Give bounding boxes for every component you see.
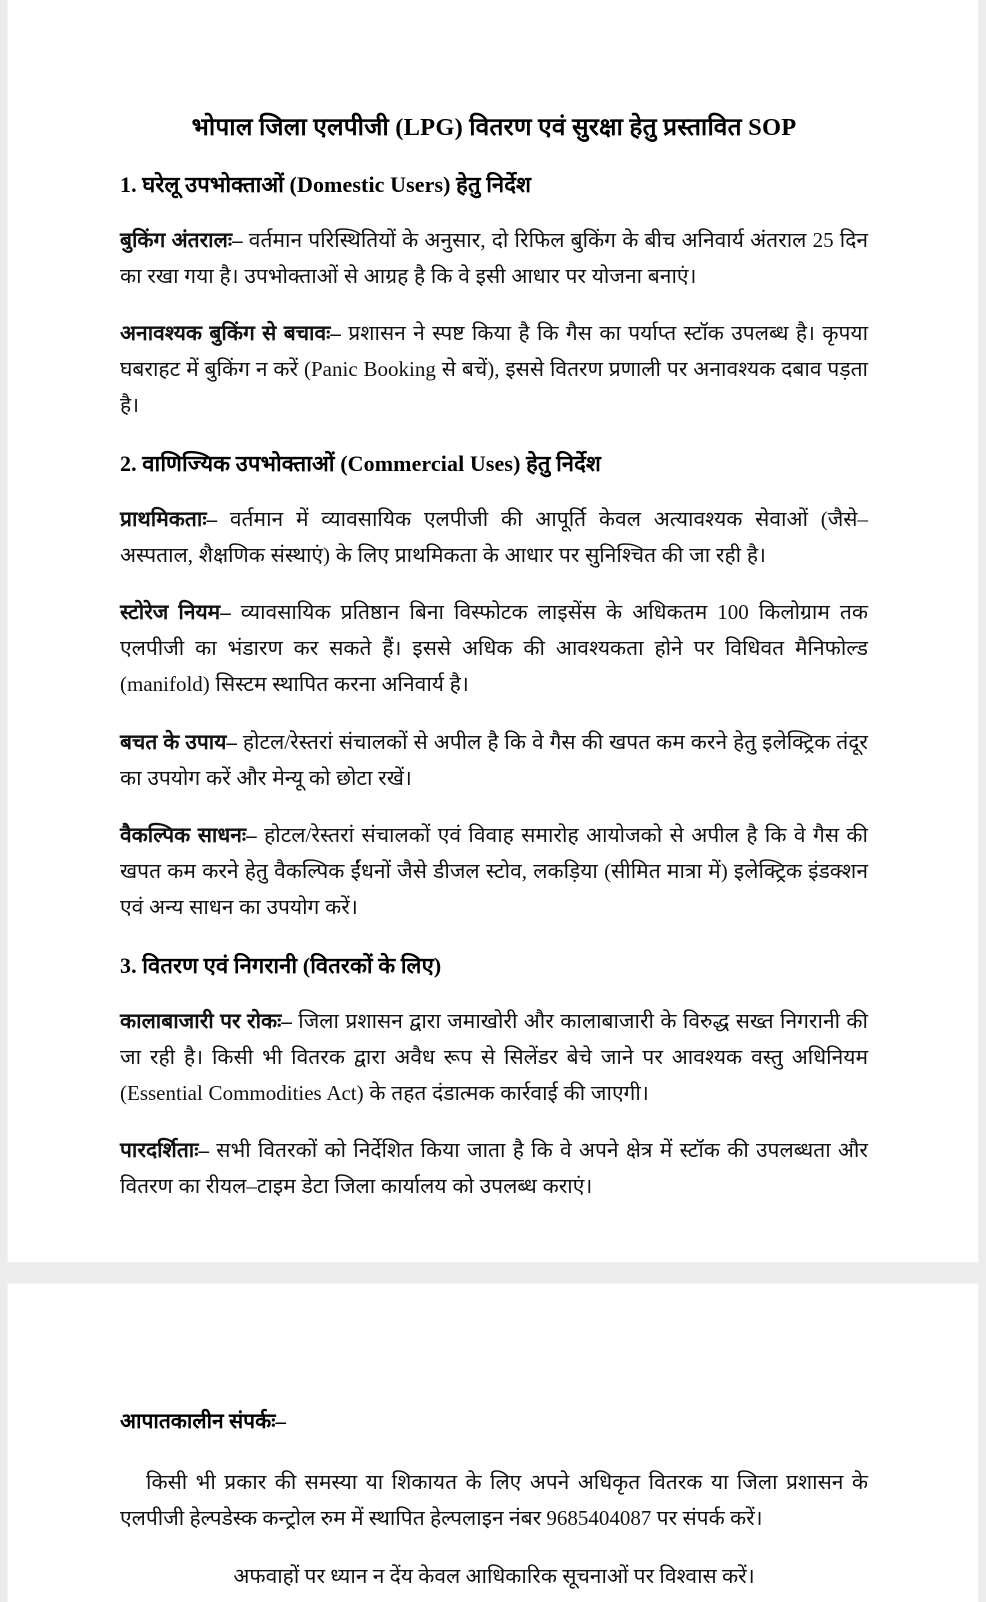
paragraph-lead-saving-measures: बचत के उपाय– [120, 729, 237, 754]
paragraph-lead-black-marketing-ban: कालाबाजारी पर रोकः– [120, 1008, 292, 1033]
document-page-2 [8, 1284, 978, 1602]
section-heading-3: 3. वितरण एवं निगरानी (वितरकों के लिए) [120, 953, 442, 979]
paragraph-body-storage-rules: व्यावसायिक प्रतिष्ठान बिना विस्फोटक लाइसेंस के अधिकतम 100 किलोग्राम तक एलपीजी का भंडारण कर सकते हैं। इससे अधिक की आवश्यकता होने पर विधिवत मैनिफोल्ड (manifold) सिस्टम स्थापित करना अनिवार्य है। [120, 600, 868, 697]
paragraph-body-avoid-panic-booking: प्रशासन ने स्पष्ट किया है कि गैस का पर्याप्त स्टॉक उपलब्ध है। कृपया घबराहट में बुकिंग न करें (Panic Booking से बचें), इससे वितरण प्रणाली पर अनावश्यक दबाव पड़ता है। [120, 320, 869, 418]
paragraph-avoid-panic-booking [120, 294, 868, 423]
paragraph-lead-avoid-panic-booking: अनावश्यक बुकिंग से बचावः– [120, 320, 341, 345]
emergency-contact-heading: आपातकालीन संपर्कः– [120, 1409, 286, 1433]
page-1-content [8, 0, 978, 1204]
paragraph-body-black-marketing-ban: जिला प्रशासन द्वारा जमाखोरी और कालाबाजारी के विरुद्ध सख्त निगरानी की जा रही है। किसी भी वितरक द्वारा अवैध रूप से सिलेंडर बेचे जाने पर आवश्यक वस्तु अधिनियम (Essential Commodities Act) के तहत दंडात्मक कार्रवाई की जाएगी। [120, 1008, 868, 1106]
paragraph-body-alternative-means: होटल/रेस्तरां संचालकों एवं विवाह समारोह आयोजको से अपील है कि वे गैस की खपत कम करने हेतु वैकल्पिक ईंधनों जैसे डीजल स्टोव, लकड़िया (सीमित मात्रा में) इलेक्ट्रिक इंडक्शन एवं अन्य साधन का उपयोग करें। [120, 822, 869, 919]
paragraph-storage-rules [120, 573, 868, 702]
document-title: भोपाल जिला एलपीजी (LPG) वितरण एवं सुरक्षा हेतु प्रस्तावित SOP [191, 114, 797, 141]
section-heading-2: 2. वाणिज्यिक उपभोक्ताओं (Commercial Uses) हेतु निर्देश [120, 451, 601, 477]
paragraph-black-marketing-ban [120, 982, 868, 1111]
document-page-1 [8, 0, 978, 1262]
section-heading-1: 1. घरेलू उपभोक्ताओं (Domestic Users) हेतु निर्देश [120, 171, 532, 197]
page-separator [0, 1262, 986, 1284]
paragraph-body-priority: वर्तमान में व्यावसायिक एलपीजी की आपूर्ति केवल अत्यावश्यक सेवाओं (जैसे– अस्पताल, शैक्षणिक संस्थाएं) के लिए प्राथमिकता के आधार पर सुनिश्चित की जा रही है। [120, 506, 868, 568]
paragraph-lead-priority: प्राथमिकताः– [120, 506, 218, 531]
emergency-contact-paragraph: किसी भी प्रकार की समस्या या शिकायत के लिए अपने अधिकृत वितरक या जिला प्रशासन के एलपीजी हेल्पडेस्क कन्ट्रोल रुम में स्थापित हेल्पलाइन नंबर 9685404087 पर संपर्क करें। [120, 1469, 868, 1530]
paragraph-lead-booking-interval: बुकिंग अंतरालः– [120, 227, 243, 252]
emergency-rumour-note: अफवाहों पर ध्यान न देंय केवल आधिकारिक सूचनाओं पर विश्वास करें। [233, 1563, 755, 1588]
paragraph-alternative-means [120, 796, 868, 925]
paragraph-lead-storage-rules: स्टोरेज नियम– [120, 600, 231, 625]
paragraph-body-saving-measures: होटल/रेस्तरां संचालकों से अपील है कि वे गैस की खपत कम करने हेतु इलेक्ट्रिक तंदूर का उपयोग करें और मेन्यू को छोटा रखें। [120, 729, 868, 790]
paragraph-transparency [120, 1111, 868, 1204]
paragraph-lead-alternative-means: वैकल्पिक साधनः– [120, 822, 257, 847]
page-2-content [8, 1284, 978, 1594]
paragraph-body-booking-interval: वर्तमान परिस्थितियों के अनुसार, दो रिफिल बुकिंग के बीच अनिवार्य अंतराल 25 दिन का रखा गया है। उपभोक्ताओं से आग्रह है कि वे इसी आधार पर योजना बनाएं। [120, 227, 869, 288]
paragraph-body-transparency: सभी वितरकों को निर्देशित किया जाता है कि वे अपने क्षेत्र में स्टॉक की उपलब्धता और वितरण का रीयल–टाइम डेटा जिला कार्यालय को उपलब्ध कराएं। [120, 1138, 868, 1199]
paragraph-booking-interval [120, 201, 868, 294]
paragraph-priority [120, 480, 868, 573]
paragraph-saving-measures [120, 703, 868, 796]
paragraph-lead-transparency: पारदर्शिताः– [120, 1138, 209, 1163]
